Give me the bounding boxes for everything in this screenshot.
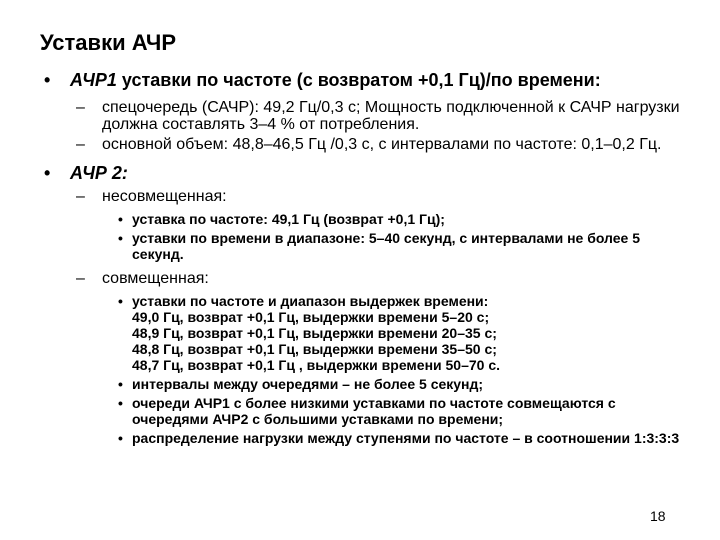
item-text: уставки по времени в диапазоне: 5–40 секунд, с интервалами не более 5 секунд.	[132, 230, 641, 262]
sub-bullet-non-combined	[40, 188, 690, 205]
slide-title: Уставки АЧР	[40, 30, 177, 55]
sub-bullet-combined	[40, 270, 690, 287]
dash-marker: –	[76, 99, 85, 116]
dot-marker: •	[118, 211, 123, 227]
item-load-distribution	[40, 430, 690, 446]
bullet-label: АЧР 2:	[70, 163, 128, 183]
bullet-label: АЧР1	[70, 70, 117, 90]
bullet-text: уставки по частоте (с возвратом +0,1 Гц)/по времени:	[116, 70, 601, 90]
dot-marker: •	[118, 293, 123, 309]
bullet-achr2	[40, 163, 690, 184]
item-queue-combining	[40, 395, 690, 427]
item-frequency-setting	[40, 211, 690, 227]
sub-bullet-main-volume	[40, 136, 690, 153]
dot-marker: •	[118, 376, 123, 392]
item-text: распределение нагрузки между ступенями по частоте – в соотношении 1:3:3:3	[132, 430, 680, 446]
item-queue-intervals	[40, 376, 690, 392]
dot-marker: •	[118, 430, 123, 446]
page-number: 18	[650, 508, 666, 524]
sub-bullet-text: основной объем: 48,8–46,5 Гц /0,3 с, с интервалами по частоте: 0,1–0,2 Гц.	[102, 136, 662, 153]
sub-bullet-text: несовмещенная:	[102, 188, 227, 205]
dot-marker: •	[118, 230, 123, 246]
bullet-marker: •	[44, 70, 51, 90]
dash-marker: –	[76, 188, 85, 205]
item-text: очереди АЧР1 с более низкими уставками по частоте совмещаются с очередями АЧР2 с большими уставками по времени;	[132, 395, 616, 427]
sub-bullet-text: спецочередь (САЧР): 49,2 Гц/0,3 с; Мощность подключенной к САЧР нагрузки должна составлять 3–4 % от потребления.	[102, 99, 680, 133]
dash-marker: –	[76, 270, 85, 287]
range-line: 49,0 Гц, возврат +0,1 Гц, выдержки времени 5–20 с;	[132, 309, 490, 325]
item-text: уставки по частоте и диапазон выдержек времени:	[132, 293, 489, 309]
item-frequency-and-delays	[40, 293, 690, 373]
item-time-settings	[40, 230, 690, 262]
range-line: 48,8 Гц, возврат +0,1 Гц, выдержки времени 35–50 с;	[132, 341, 497, 357]
slide-content	[40, 70, 690, 449]
sub-bullet-text: совмещенная:	[102, 270, 209, 287]
range-line: 48,9 Гц, возврат +0,1 Гц, выдержки времени 20–35 с;	[132, 325, 497, 341]
range-list	[132, 309, 690, 373]
bullet-marker: •	[44, 163, 51, 183]
item-text: уставка по частоте: 49,1 Гц (возврат +0,1 Гц);	[132, 211, 445, 227]
bullet-achr1	[40, 70, 690, 91]
dot-marker: •	[118, 395, 123, 411]
sub-bullet-special-queue	[40, 99, 690, 133]
dash-marker: –	[76, 136, 85, 153]
range-line: 48,7 Гц, возврат +0,1 Гц , выдержки времени 50–70 с.	[132, 357, 501, 373]
item-text: интервалы между очередями – не более 5 секунд;	[132, 376, 484, 392]
